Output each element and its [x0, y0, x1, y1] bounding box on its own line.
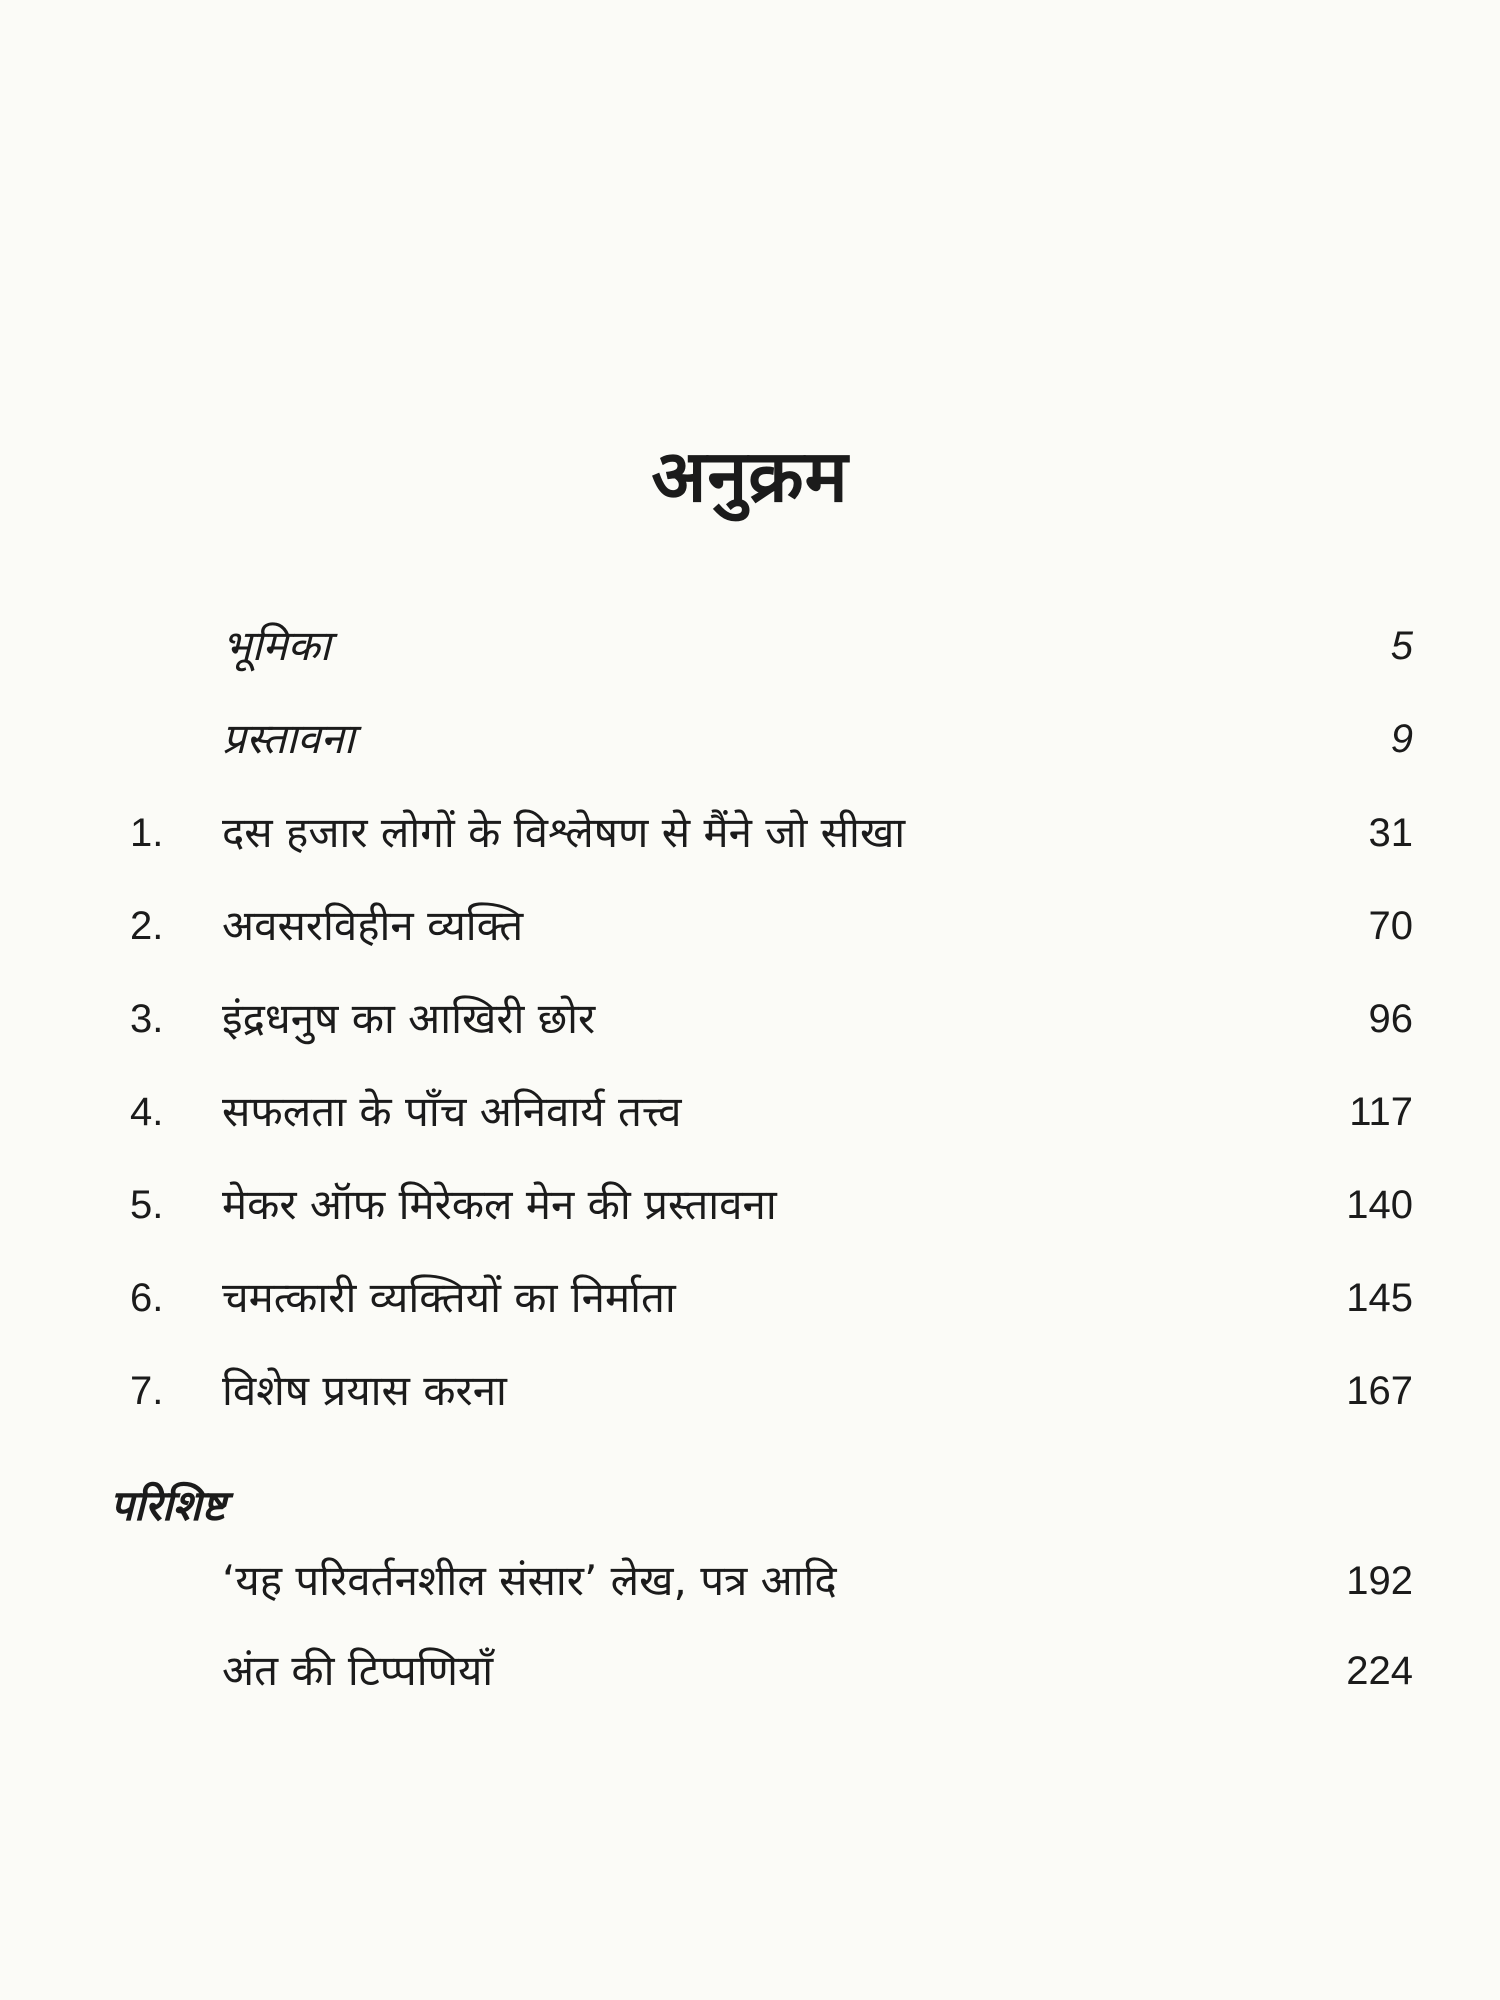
- toc-label: विशेष प्रयास करना: [222, 1366, 507, 1415]
- toc-label: अवसरविहीन व्यक्ति: [222, 901, 524, 950]
- toc-page-number: 96: [1368, 997, 1413, 1041]
- toc-label: अंत की टिप्पणियाँ: [222, 1646, 494, 1695]
- toc-row-chapter-6: [0, 1262, 1500, 1334]
- toc-page-number: 224: [1346, 1649, 1413, 1693]
- toc-row-introduction: [0, 703, 1500, 775]
- toc-page-number: 9: [1390, 717, 1413, 761]
- toc-label: सफलता के पाँच अनिवार्य तत्त्व: [222, 1087, 682, 1136]
- toc-row-chapter-7: [0, 1355, 1500, 1427]
- chapter-number: 2.: [130, 904, 164, 948]
- toc-label: चमत्कारी व्यक्तियों का निर्माता: [222, 1273, 676, 1322]
- toc-label: प्रस्तावना: [222, 714, 355, 763]
- toc-page-number: 5: [1390, 624, 1413, 668]
- toc-page-number: 167: [1346, 1369, 1413, 1413]
- chapter-number: 5.: [130, 1183, 164, 1227]
- toc-page-number: 140: [1346, 1183, 1413, 1227]
- appendix-heading: परिशिष्ट: [110, 1481, 226, 1530]
- toc-label: भूमिका: [222, 621, 331, 670]
- toc-row-chapter-2: [0, 890, 1500, 962]
- toc-label: इंद्रधनुष का आखिरी छोर: [222, 994, 596, 1043]
- chapter-number: 7.: [130, 1369, 164, 1413]
- toc-row-appendix-article: [0, 1545, 1500, 1617]
- toc-label: ‘यह परिवर्तनशील संसार’ लेख, पत्र आदि: [222, 1556, 837, 1605]
- toc-row-chapter-4: [0, 1076, 1500, 1148]
- toc-row-appendix-notes: [0, 1635, 1500, 1707]
- chapter-number: 1.: [130, 811, 164, 855]
- toc-row-chapter-5: [0, 1169, 1500, 1241]
- toc-row-chapter-1: [0, 797, 1500, 869]
- page-title: अनुक्रम: [651, 434, 849, 518]
- toc-row-preface: [0, 610, 1500, 682]
- chapter-number: 3.: [130, 997, 164, 1041]
- chapter-number: 6.: [130, 1276, 164, 1320]
- chapter-number: 4.: [130, 1090, 164, 1134]
- toc-page-number: 31: [1368, 811, 1413, 855]
- toc-page-number: 117: [1349, 1090, 1413, 1134]
- toc-page-number: 192: [1346, 1559, 1413, 1603]
- toc-page-number: 70: [1368, 904, 1413, 948]
- toc-label: दस हजार लोगों के विश्लेषण से मैंने जो सीखा: [222, 808, 906, 857]
- toc-page-number: 145: [1346, 1276, 1413, 1320]
- toc-label: मेकर ऑफ मिरेकल मेन की प्रस्तावना: [222, 1180, 777, 1229]
- toc-row-chapter-3: [0, 983, 1500, 1055]
